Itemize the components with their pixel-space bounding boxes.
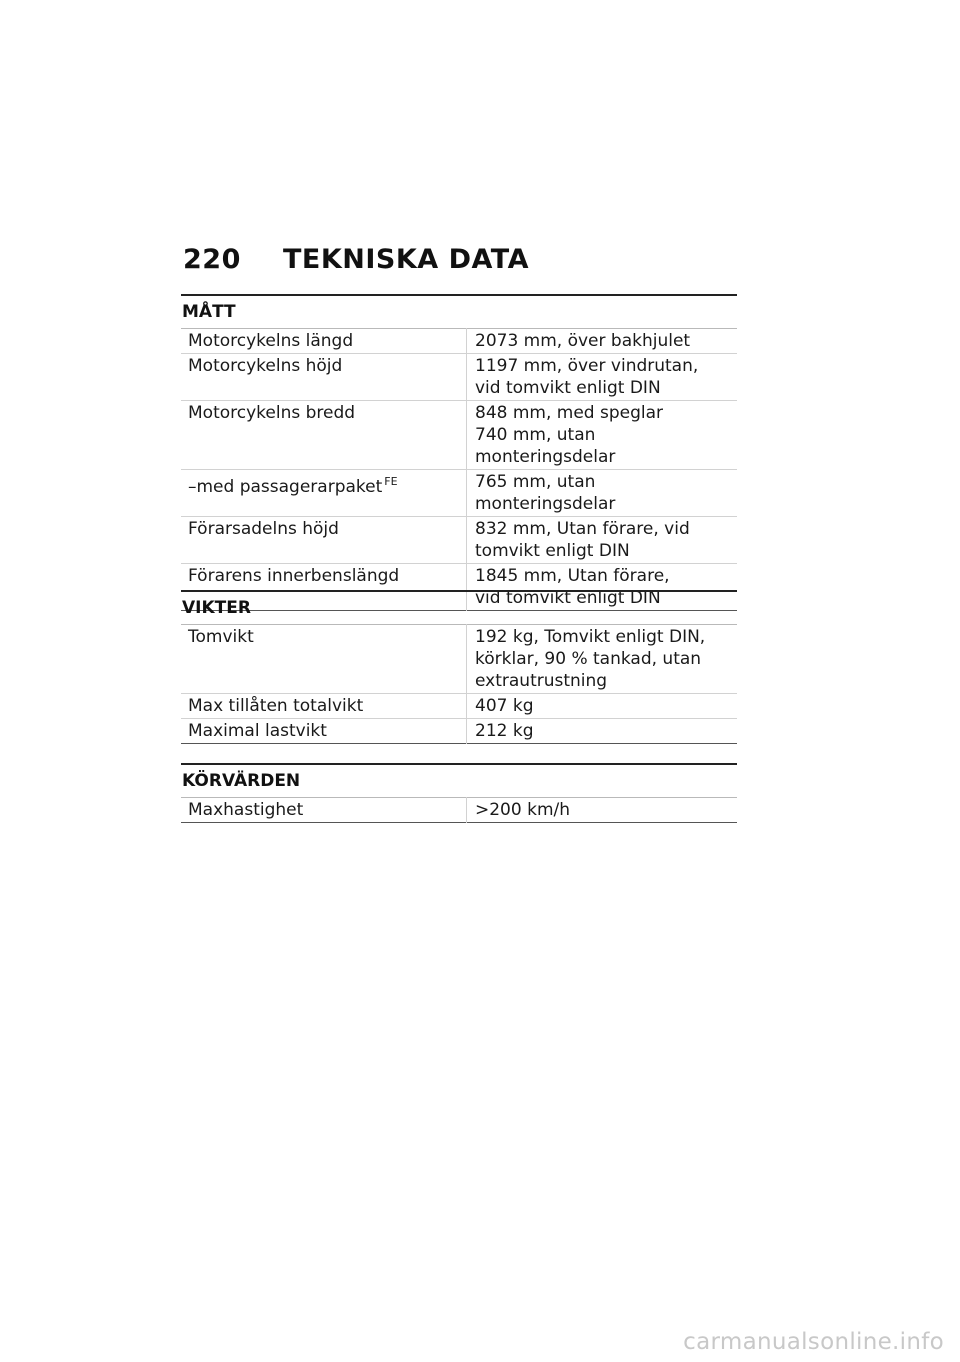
spec-label: Motorcykelns bredd (181, 401, 467, 470)
table-row (181, 517, 737, 564)
page-title: TEKNISKA DATA (283, 244, 530, 275)
spec-label: Maximal lastvikt (181, 719, 467, 744)
table-row (181, 625, 737, 694)
spec-value: 212 kg (467, 719, 738, 744)
spec-value: 407 kg (467, 694, 738, 719)
page-header (183, 244, 529, 275)
table-row (181, 354, 737, 401)
spec-table-vikter (181, 624, 737, 744)
spec-label: Max tillåten totalvikt (181, 694, 467, 719)
spec-label-cell (181, 470, 467, 517)
spec-value: 765 mm, utan monteringsdelar (467, 470, 738, 517)
table-row (181, 470, 737, 517)
table-row (181, 719, 737, 744)
spec-value: 1197 mm, över vindrutan, vid tomvikt enligt DIN (467, 354, 738, 401)
spec-label: Motorcykelns längd (188, 331, 354, 351)
spec-label: Tomvikt (188, 627, 254, 647)
table-row (181, 401, 737, 470)
table-row (181, 329, 737, 354)
section-matt (181, 294, 737, 611)
section-title: VIKTER (182, 598, 251, 618)
spec-label: Förarens innerbenslängd (181, 564, 467, 611)
spec-value: >200 km/h (467, 798, 738, 823)
section-vikter (181, 590, 737, 744)
spec-table-matt (181, 328, 737, 611)
page-number: 220 (183, 244, 241, 275)
section-title: MÅTT (182, 302, 236, 322)
watermark: carmanualsonline.info (683, 1329, 944, 1355)
section-title: KÖRVÄRDEN (182, 771, 301, 791)
spec-value: 2073 mm, över bakhjulet (467, 329, 738, 354)
spec-label: Förarsadelns höjd (181, 517, 467, 564)
spec-value: 832 mm, Utan förare, vid tomvikt enligt DIN (467, 517, 738, 564)
table-row (181, 694, 737, 719)
spec-value: 1845 mm, Utan förare, vid tomvikt enligt DIN (467, 564, 738, 611)
spec-value: 192 kg, Tomvikt enligt DIN, körklar, 90 % tankad, utan extrautrustning (467, 625, 738, 694)
spec-value: 848 mm, med speglar 740 mm, utan monteringsdelar (467, 401, 738, 470)
spec-table-korvarden (181, 797, 737, 823)
spec-label: –med passagerarpaket (188, 477, 383, 497)
spec-label: Maxhastighet (188, 800, 304, 820)
table-row (181, 798, 737, 823)
section-korvarden (181, 763, 737, 823)
spec-label: Motorcykelns höjd (181, 354, 467, 401)
footnote-marker: FE (384, 475, 398, 488)
